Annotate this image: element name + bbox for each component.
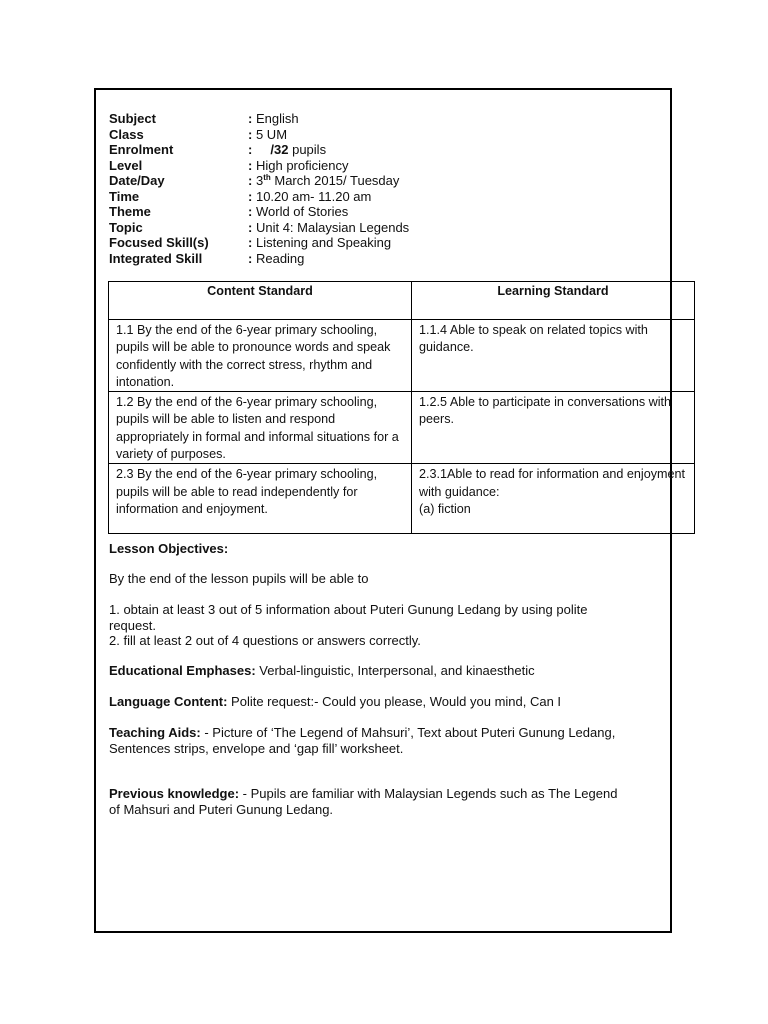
emphases-label: Educational Emphases:	[109, 663, 256, 678]
info-value: Reading	[255, 250, 305, 266]
info-colon: :	[248, 235, 253, 250]
date-ordinal: th	[263, 173, 271, 182]
previous-text: - Pupils are familiar with Malaysian Legends such as The Legend of Mahsuri and Puteri Gunung Ledang.	[109, 786, 618, 817]
language-text: Polite request:- Could you please, Would you mind, Can I	[227, 694, 562, 709]
info-colon: :	[248, 157, 253, 173]
info-row-focused-skill	[109, 235, 409, 251]
learning-standard-subitem: (a) fiction	[419, 501, 471, 516]
info-label: Enrolment	[109, 142, 174, 157]
standards-table	[108, 281, 695, 534]
date-day: 3	[255, 173, 264, 188]
info-label: Topic	[109, 219, 143, 235]
info-row-class	[109, 127, 409, 143]
column-header-learning-standard: Learning Standard	[412, 282, 695, 320]
info-value: English	[255, 111, 299, 126]
info-row-date	[109, 173, 409, 189]
language-content	[109, 694, 629, 710]
info-row-time	[109, 189, 409, 205]
info-label: Class	[109, 126, 144, 142]
objective-item-2: 2. fill at least 2 out of 4 questions or answers correctly.	[109, 633, 421, 648]
info-value: Unit 4: Malaysian Legends	[255, 219, 410, 235]
info-value: 5 UM	[255, 126, 288, 142]
info-value: World of Stories	[255, 204, 349, 219]
info-row-level	[109, 158, 409, 174]
learning-standard-cell: 1.2.5 Able to participate in conversations with peers.	[412, 392, 695, 464]
table-row	[109, 464, 695, 534]
language-label: Language Content:	[109, 694, 228, 709]
info-label: Time	[109, 188, 140, 204]
aids-label: Teaching Aids:	[109, 725, 201, 740]
enrolment-total: /32	[270, 142, 289, 157]
aids-text: - Picture of ‘The Legend of Mahsuri’, Text about Puteri Gunung Ledang, Sentences strips, envelope and ‘gap fill’ worksheet.	[109, 725, 616, 756]
previous-knowledge	[109, 786, 629, 817]
info-row-theme	[109, 204, 409, 220]
info-colon: :	[248, 142, 253, 157]
emphases-text: Verbal-linguistic, Interpersonal, and kinaesthetic	[255, 663, 535, 678]
learning-standard-cell	[412, 464, 695, 534]
column-header-content-standard: Content Standard	[109, 282, 412, 320]
lesson-info-block	[109, 111, 409, 266]
info-colon: :	[248, 173, 253, 188]
info-colon: :	[248, 219, 253, 235]
info-row-enrolment	[109, 142, 409, 158]
teaching-aids	[109, 725, 629, 756]
info-value: 10.20 am- 11.20 am	[255, 188, 372, 204]
table-row	[109, 392, 695, 464]
content-standard-cell: 1.1 By the end of the 6-year primary schooling, pupils will be able to pronounce words and speak confidently with the correct stress, rhythm and intonation.	[109, 320, 412, 392]
info-value: Listening and Speaking	[255, 235, 392, 250]
info-row-integrated-skill	[109, 251, 409, 267]
objectives-heading: Lesson Objectives:	[109, 541, 229, 556]
enrolment-blank	[252, 142, 270, 157]
learning-standard-cell: 1.1.4 Able to speak on related topics with guidance.	[412, 320, 695, 392]
objective-item-1: 1. obtain at least 3 out of 5 information about Puteri Gunung Ledang by using polite request.	[109, 602, 588, 633]
info-label: Level	[109, 157, 143, 173]
info-label: Integrated Skill	[109, 250, 203, 266]
content-standard-cell: 1.2 By the end of the 6-year primary schooling, pupils will be able to listen and respond appropriately in formal and informal situations for a variety of purposes.	[109, 392, 412, 464]
learning-standard-text: 2.3.1Able to read for information and enjoyment with guidance:	[419, 467, 686, 499]
info-row-subject	[109, 111, 409, 127]
info-value: High proficiency	[255, 157, 349, 173]
content-standard-cell: 2.3 By the end of the 6-year primary schooling, pupils will be able to read independently for information and enjoyment.	[109, 464, 412, 534]
info-colon: :	[248, 188, 253, 204]
table-row	[109, 320, 695, 392]
info-label: Focused Skill(s)	[109, 235, 209, 250]
info-colon: :	[248, 250, 253, 266]
info-colon: :	[248, 204, 253, 219]
info-label: Subject	[109, 111, 156, 126]
objectives-intro: By the end of the lesson pupils will be able to	[109, 571, 369, 586]
enrolment-unit: pupils	[288, 142, 327, 157]
table-header-row	[109, 282, 695, 320]
educational-emphases	[109, 663, 629, 679]
previous-label: Previous knowledge:	[109, 786, 240, 801]
info-label: Theme	[109, 204, 151, 219]
date-rest: March 2015/ Tuesday	[270, 173, 400, 188]
info-row-topic	[109, 220, 409, 236]
info-colon: :	[248, 111, 253, 126]
info-label: Date/Day	[109, 173, 165, 188]
info-colon: :	[248, 126, 253, 142]
